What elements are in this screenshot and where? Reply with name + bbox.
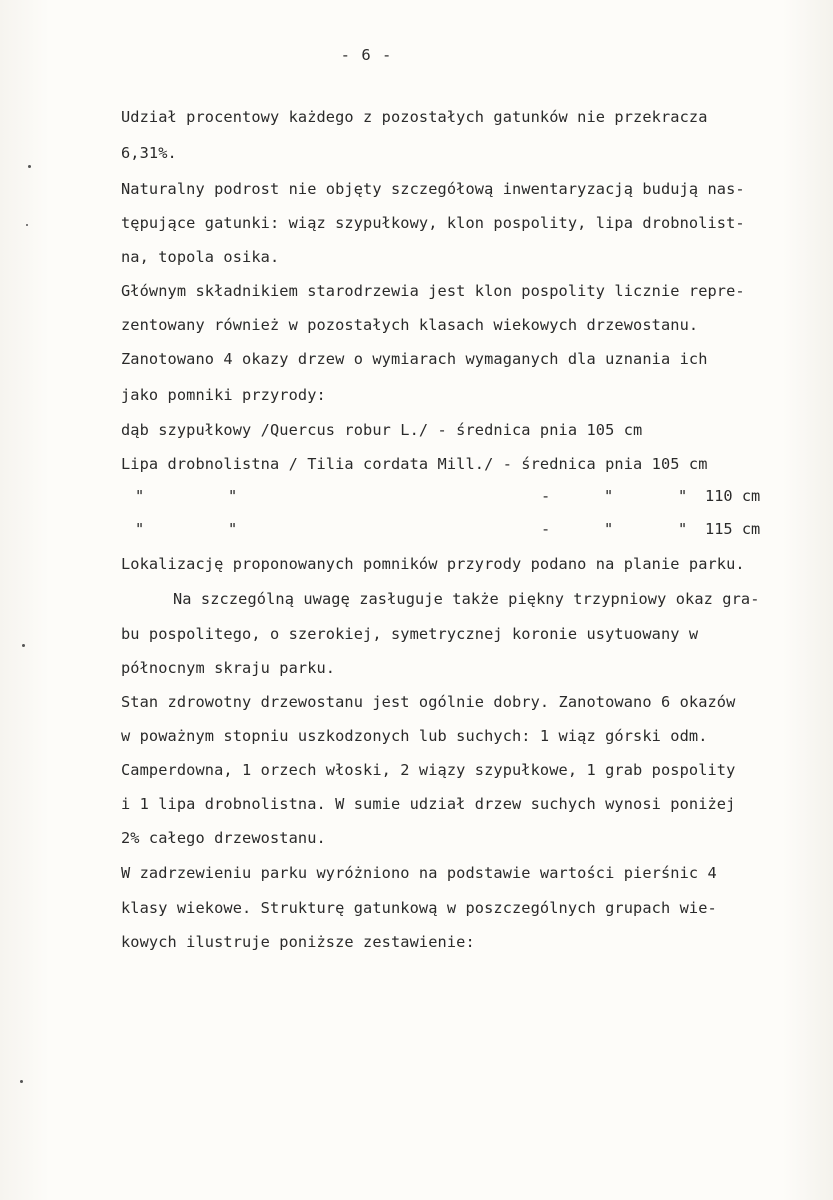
text-line: Stan zdrowotny drzewostanu jest ogólnie dobry. Zanotowano 6 okazów (121, 693, 736, 711)
text-line: W zadrzewieniu parku wyróżniono na podstawie wartości pierśnic 4 (121, 864, 717, 882)
text-line: Lokalizację proponowanych pomników przyrody podano na planie parku. (121, 555, 745, 573)
ditto-mark: " (678, 487, 688, 505)
margin-punch-mark (26, 224, 28, 226)
text-line: dąb szypułkowy /Quercus robur L./ - średnica pnia 105 cm (121, 421, 643, 439)
text-line: na, topola osika. (121, 248, 280, 266)
ditto-mark: " (135, 520, 145, 538)
text-line: kowych ilustruje poniższe zestawienie: (121, 933, 475, 951)
text-line: zentowany również w pozostałych klasach wiekowych drzewostanu. (121, 316, 699, 334)
ditto-row (0, 487, 833, 507)
text-line: w poważnym stopniu uszkodzonych lub suchych: 1 wiąz górski odm. (121, 727, 708, 745)
ditto-mark: " (228, 487, 238, 505)
text-line: Udział procentowy każdego z pozostałych gatunków nie przekracza (121, 108, 708, 126)
text-line: Zanotowano 4 okazy drzew o wymiarach wymaganych dla uznania ich (121, 350, 708, 368)
page-number: - 6 - (340, 46, 393, 64)
margin-punch-mark (22, 644, 25, 647)
ditto-mark: " (135, 487, 145, 505)
ditto-mark: " (228, 520, 238, 538)
ditto-dash: - (541, 487, 551, 505)
trunk-diameter: 115 cm (705, 520, 761, 538)
text-line: 6,31%. (121, 144, 177, 162)
trunk-diameter: 110 cm (705, 487, 761, 505)
text-line: klasy wiekowe. Strukturę gatunkową w poszczególnych grupach wie- (121, 899, 717, 917)
ditto-mark: " (678, 520, 688, 538)
text-line: Głównym składnikiem starodrzewia jest klon pospolity licznie repre- (121, 282, 745, 300)
text-line: i 1 lipa drobnolistna. W sumie udział drzew suchych wynosi poniżej (121, 795, 736, 813)
text-line: Lipa drobnolistna / Tilia cordata Mill./ - średnica pnia 105 cm (121, 455, 708, 473)
ditto-mark: " (604, 487, 614, 505)
margin-punch-mark (20, 1080, 23, 1083)
ditto-mark: " (604, 520, 614, 538)
text-line: tępujące gatunki: wiąz szypułkowy, klon pospolity, lipa drobnolist- (121, 214, 745, 232)
text-line: północnym skraju parku. (121, 659, 336, 677)
margin-punch-mark (28, 165, 31, 168)
text-line: Naturalny podrost nie objęty szczegółową inwentaryzacją budują nas- (121, 180, 745, 198)
text-line: Camperdowna, 1 orzech włoski, 2 wiązy szypułkowe, 1 grab pospolity (121, 761, 736, 779)
text-line: Na szczególną uwagę zasługuje także piękny trzypniowy okaz gra- (173, 590, 760, 608)
text-line: bu pospolitego, o szerokiej, symetrycznej koronie usytuowany w (121, 625, 699, 643)
text-line: jako pomniki przyrody: (121, 386, 326, 404)
text-line: 2% całego drzewostanu. (121, 829, 326, 847)
ditto-row (0, 520, 833, 540)
ditto-dash: - (541, 520, 551, 538)
